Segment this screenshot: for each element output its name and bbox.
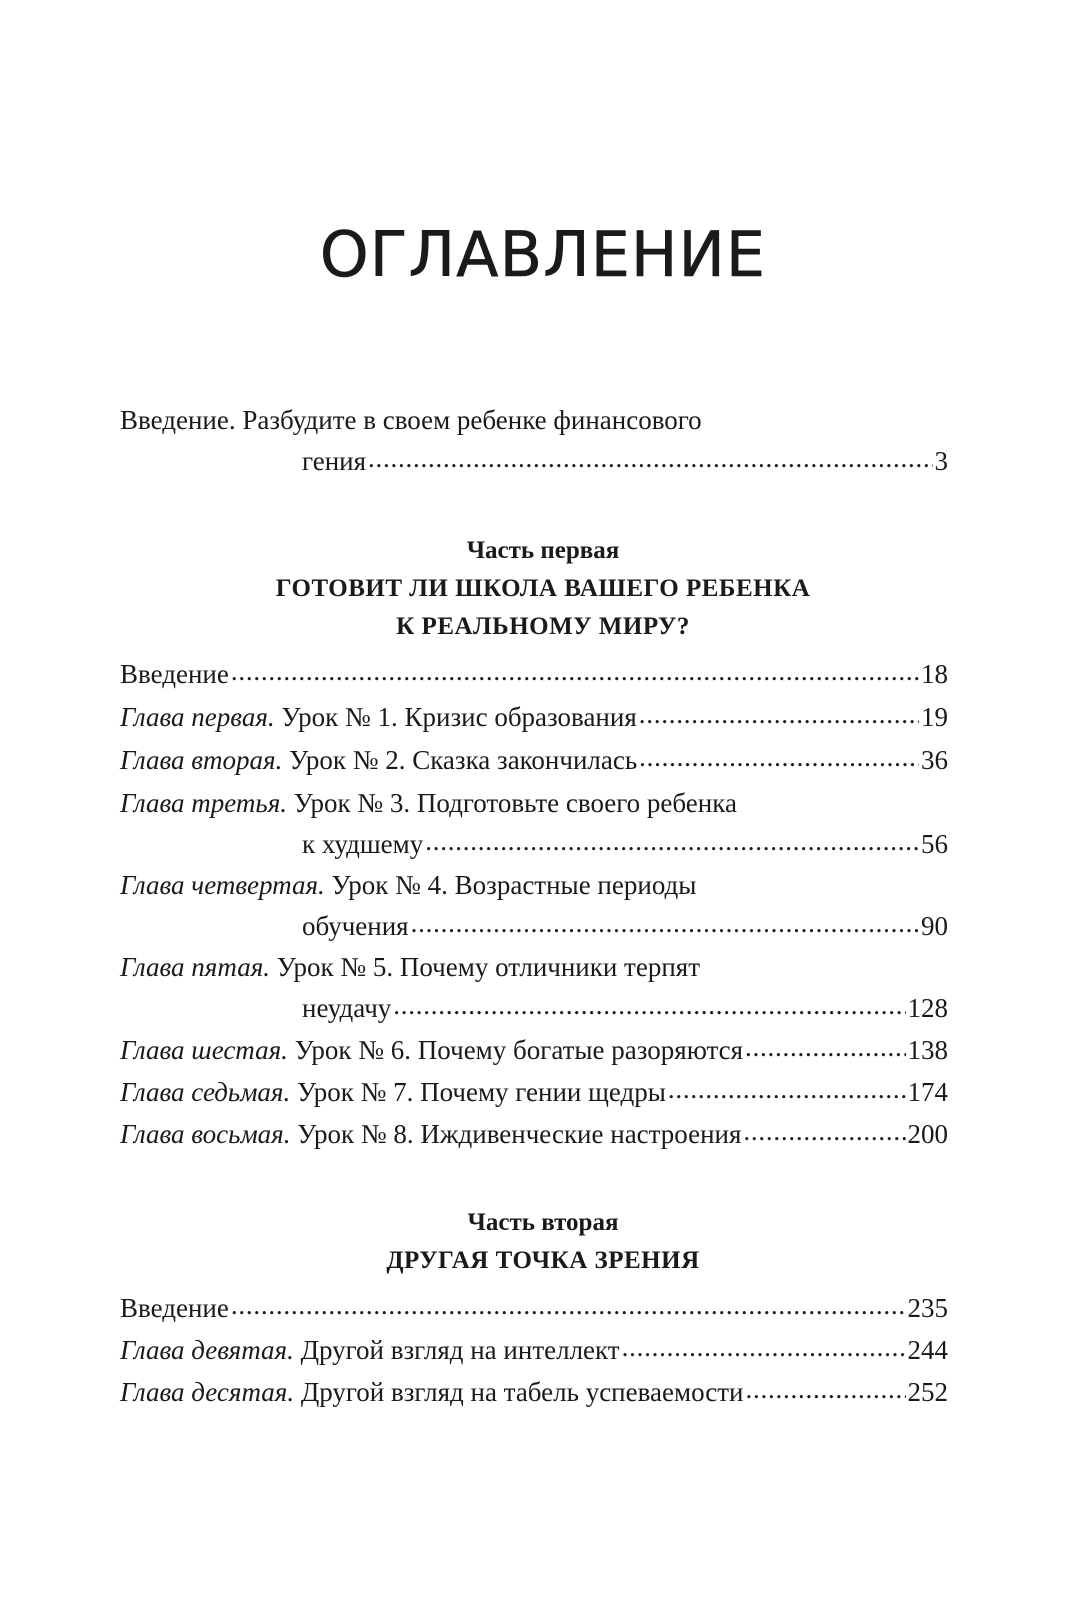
toc-entry[interactable] bbox=[120, 697, 948, 738]
toc-entry-label bbox=[120, 740, 637, 781]
toc-entry-continuation: к худшему bbox=[302, 829, 424, 859]
toc-entry[interactable] bbox=[120, 1030, 948, 1071]
toc-entry[interactable] bbox=[120, 1330, 948, 1371]
toc-entry-line bbox=[120, 441, 948, 482]
toc-page-number: 235 bbox=[907, 1293, 948, 1323]
toc-page-number: 18 bbox=[921, 659, 948, 689]
page-title: ОГЛАВЛЕНИЕ bbox=[319, 218, 767, 291]
dot-leader bbox=[231, 1285, 906, 1326]
toc-entry-label: Введение. Разбудите в своем ребенке финансового bbox=[120, 405, 702, 435]
toc-entry-continuation: обучения bbox=[302, 911, 409, 941]
toc-entry[interactable] bbox=[120, 1114, 948, 1155]
toc-entry-continuation: гения bbox=[302, 446, 367, 476]
toc-entry[interactable] bbox=[120, 865, 948, 947]
chapter-title: Введение bbox=[120, 659, 229, 689]
dot-leader bbox=[745, 1027, 905, 1068]
dot-leader bbox=[745, 1369, 905, 1410]
chapter-number: Глава вторая. bbox=[120, 745, 283, 775]
toc-page-number: 36 bbox=[921, 745, 948, 775]
chapter-number: Глава шестая. bbox=[120, 1035, 288, 1065]
toc-page-number: 174 bbox=[907, 1077, 948, 1107]
dot-leader bbox=[368, 438, 932, 479]
chapter-title: Урок № 1. Кризис образования bbox=[274, 702, 637, 732]
toc-entry[interactable] bbox=[120, 1372, 948, 1413]
toc-page-number: 19 bbox=[921, 702, 948, 732]
part-title: К РЕАЛЬНОМУ МИРУ? bbox=[396, 613, 690, 640]
toc-entry-label bbox=[120, 697, 637, 738]
part-title: ДРУГАЯ ТОЧКА ЗРЕНИЯ bbox=[386, 1247, 700, 1274]
toc-entry-label bbox=[120, 947, 700, 988]
toc-page-number: 90 bbox=[921, 911, 948, 941]
toc-entry-label bbox=[120, 783, 737, 824]
toc-entry[interactable] bbox=[120, 1072, 948, 1113]
toc-entry-label bbox=[120, 865, 696, 906]
toc-entry[interactable] bbox=[120, 947, 948, 1029]
toc-entry-intro[interactable] bbox=[120, 400, 948, 482]
chapter-number: Глава третья. bbox=[120, 788, 288, 818]
chapter-number: Глава первая. bbox=[120, 702, 275, 732]
toc-entry-label bbox=[120, 1072, 666, 1113]
dot-leader bbox=[231, 651, 919, 692]
toc-page-number: 128 bbox=[907, 993, 948, 1023]
toc-entry-continuation: неудачу bbox=[302, 993, 392, 1023]
toc-entry[interactable] bbox=[120, 654, 948, 695]
toc-entry[interactable] bbox=[120, 783, 948, 865]
dot-leader bbox=[639, 737, 919, 778]
chapter-title: Другой взгляд на табель успеваемости bbox=[294, 1377, 744, 1407]
toc-page-number: 138 bbox=[907, 1035, 948, 1065]
toc-page-number: 244 bbox=[907, 1335, 948, 1365]
toc-entry-line bbox=[120, 400, 948, 441]
chapter-title: Урок № 2. Сказка закончилась bbox=[282, 745, 638, 775]
dot-leader bbox=[393, 985, 905, 1026]
chapter-title: Урок № 6. Почему богатые разоряются bbox=[287, 1035, 744, 1065]
chapter-title: Урок № 8. Иждивенческие настроения bbox=[290, 1119, 742, 1149]
part-title: ГОТОВИТ ЛИ ШКОЛА ВАШЕГО РЕБЕНКА bbox=[275, 575, 811, 602]
toc-entry[interactable] bbox=[120, 1288, 948, 1329]
chapter-title: Урок № 5. Почему отличники терпят bbox=[270, 952, 701, 982]
dot-leader bbox=[411, 903, 919, 944]
chapter-title: Урок № 7. Почему гении щедры bbox=[290, 1077, 666, 1107]
toc-entry[interactable] bbox=[120, 740, 948, 781]
dot-leader bbox=[639, 694, 919, 735]
part-label: Часть первая bbox=[466, 537, 620, 564]
chapter-number: Глава десятая. bbox=[120, 1377, 295, 1407]
toc-entry-label bbox=[120, 1372, 743, 1413]
chapter-title: Другой взгляд на интеллект bbox=[293, 1335, 620, 1365]
chapter-title: Урок № 4. Возрастные периоды bbox=[324, 870, 697, 900]
toc-page-number: 3 bbox=[934, 446, 948, 476]
dot-leader bbox=[425, 821, 919, 862]
chapter-number: Глава седьмая. bbox=[120, 1077, 291, 1107]
toc-entry-label bbox=[120, 1114, 741, 1155]
chapter-number: Глава девятая. bbox=[120, 1335, 294, 1365]
toc-entry-label bbox=[120, 654, 229, 695]
chapter-number: Глава восьмая. bbox=[120, 1119, 291, 1149]
chapter-number: Глава пятая. bbox=[120, 952, 270, 982]
part-label: Часть вторая bbox=[467, 1209, 619, 1236]
chapter-number: Глава четвертая. bbox=[120, 870, 325, 900]
toc-page-number: 56 bbox=[921, 829, 948, 859]
part-heading bbox=[0, 1204, 1086, 1280]
dot-leader bbox=[743, 1111, 905, 1152]
toc-page-number: 200 bbox=[907, 1119, 948, 1149]
part-heading bbox=[0, 532, 1086, 646]
dot-leader bbox=[622, 1327, 906, 1368]
toc-entry-label bbox=[120, 1330, 620, 1371]
toc-entry-label bbox=[120, 1288, 229, 1329]
toc-page-number: 252 bbox=[907, 1377, 948, 1407]
toc-entry-label bbox=[120, 1030, 743, 1071]
dot-leader bbox=[668, 1069, 906, 1110]
chapter-title: Введение bbox=[120, 1293, 229, 1323]
chapter-title: Урок № 3. Подготовьте своего ребенка bbox=[287, 788, 737, 818]
